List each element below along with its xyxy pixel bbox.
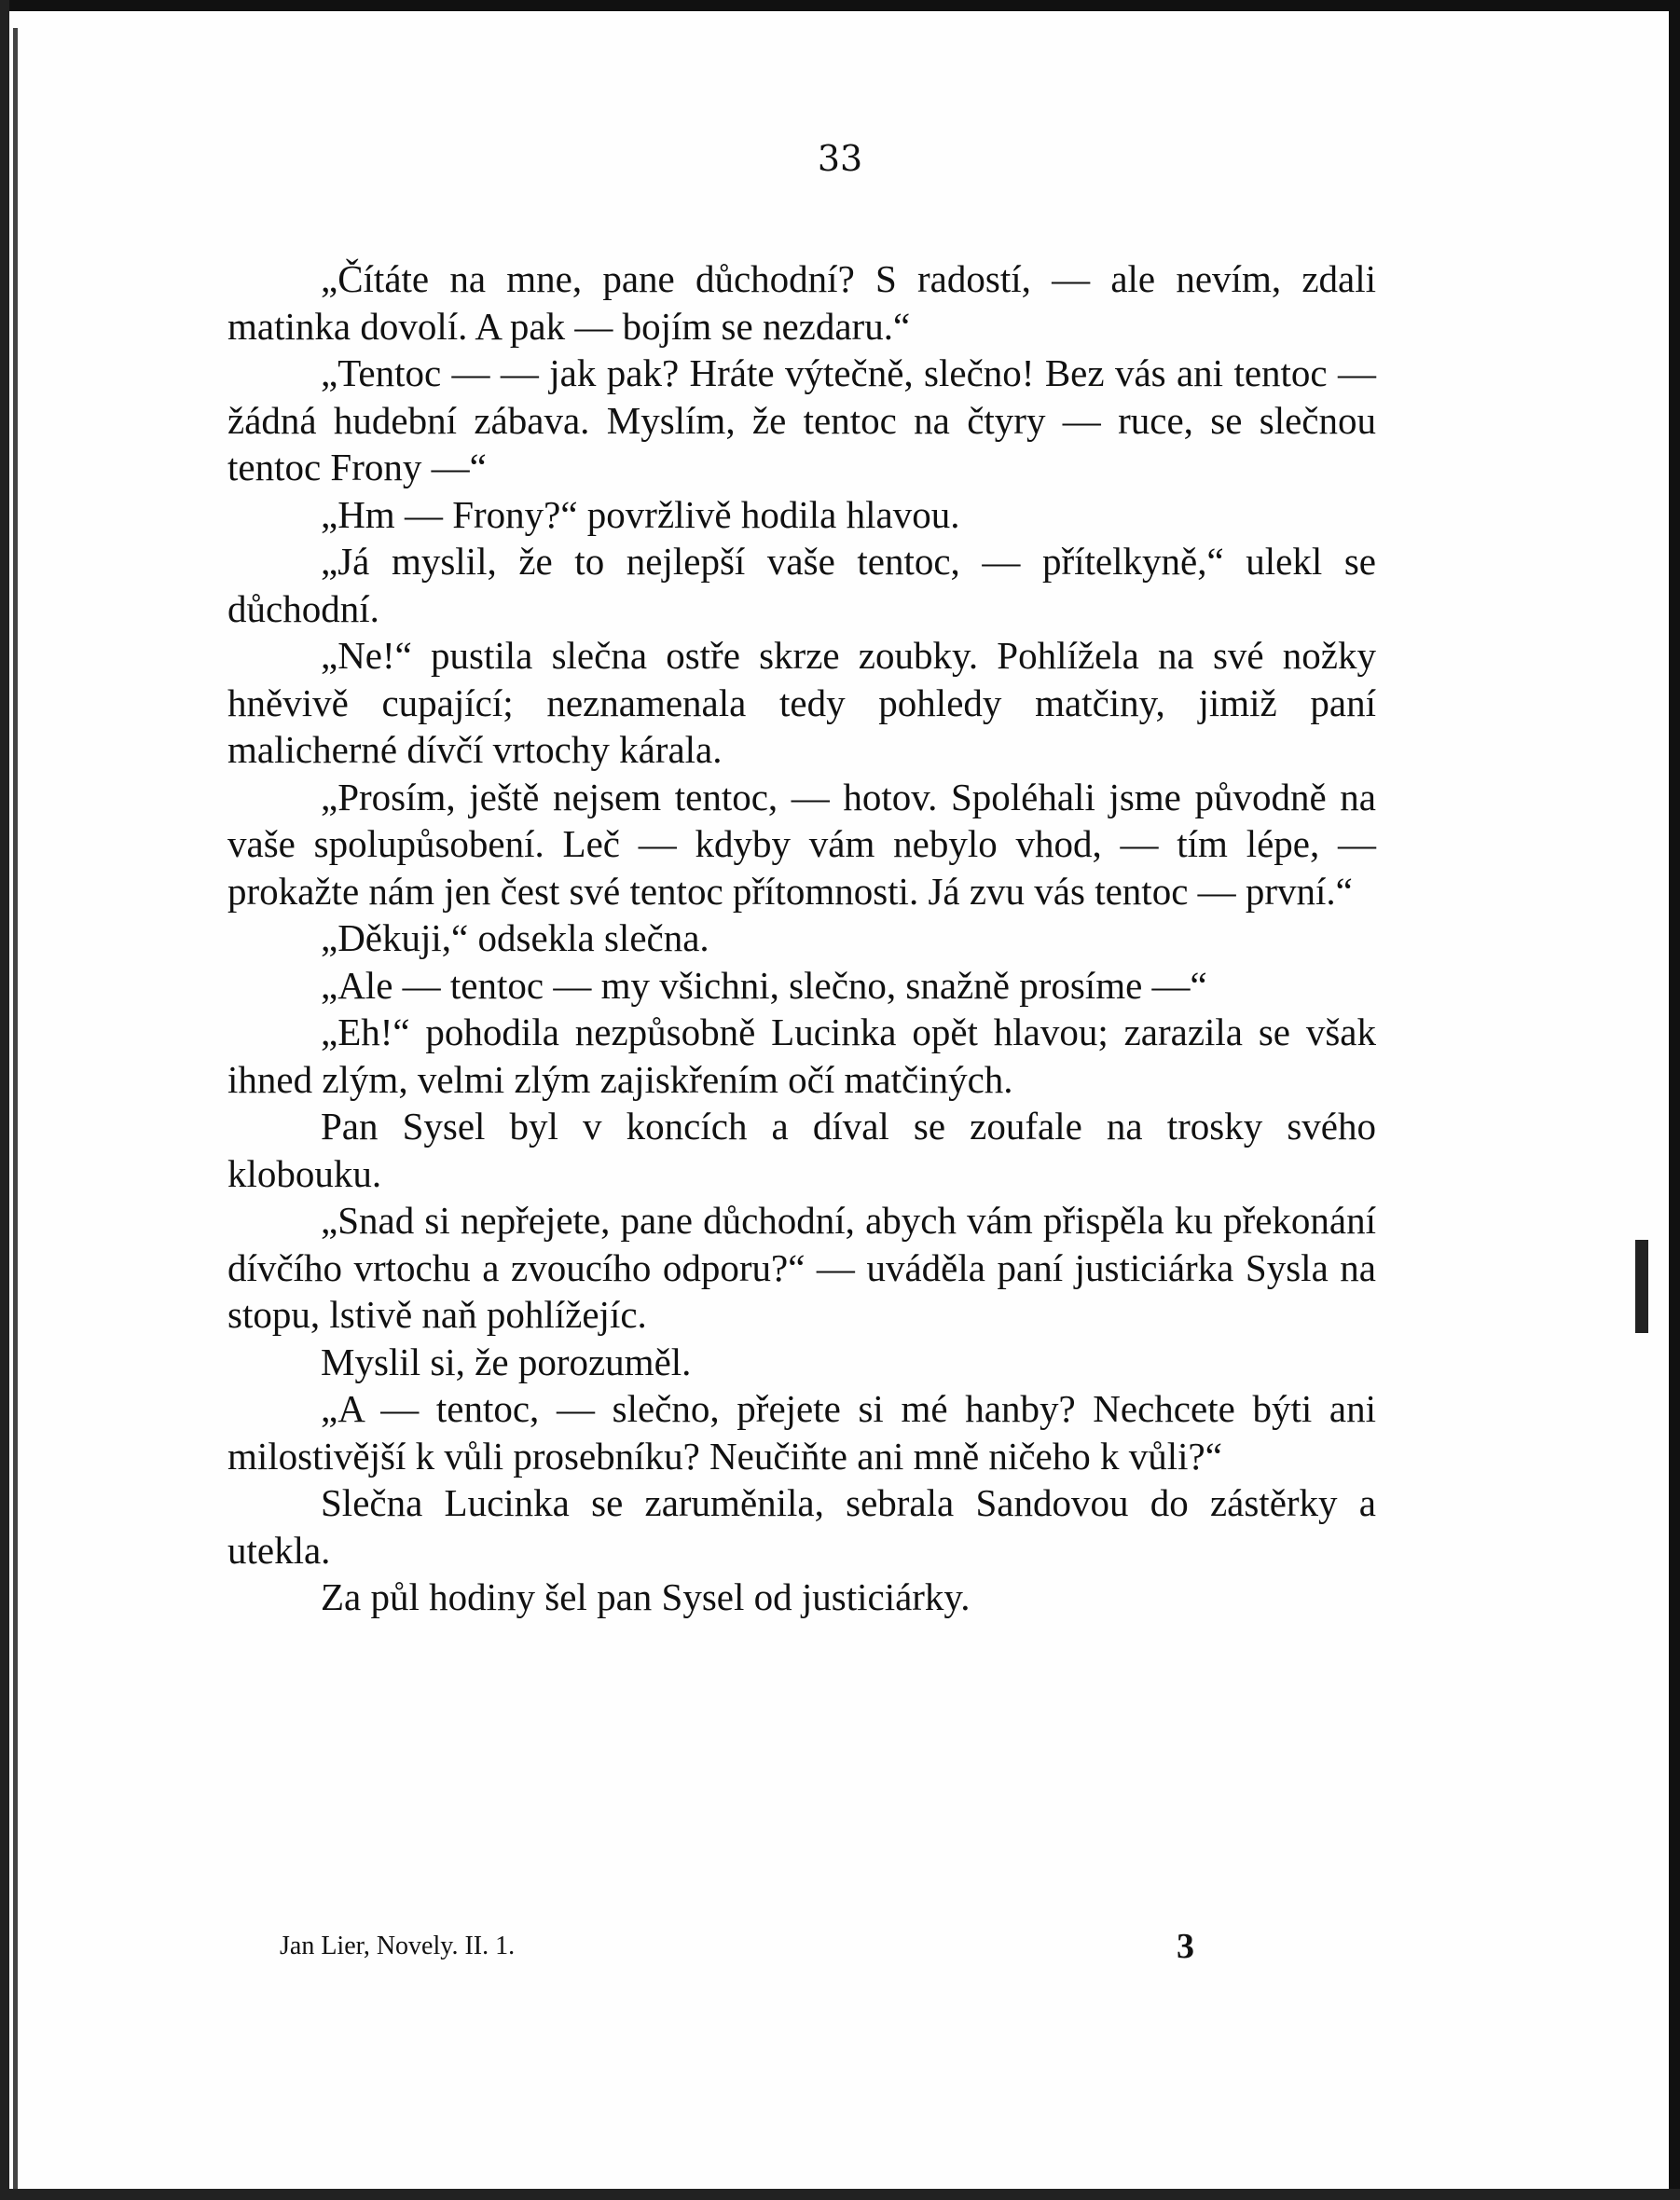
scan-border-left-inner — [13, 28, 18, 2191]
page-number: 33 — [817, 138, 863, 179]
body-text — [227, 255, 1376, 1621]
paragraph: „Čítáte na mne, pane důchodní? S radostí, — ale nevím, zdali matinka dovolí. A pak — bojím se nezdaru.“ — [227, 257, 1376, 348]
paragraph: „Hm — Frony?“ povržlivě hodila hlavou. — [321, 492, 960, 536]
printer-signature: Jan Lier, Novely. II. 1. — [280, 1932, 516, 1960]
scan-margin-mark — [1635, 1240, 1648, 1333]
paragraph: „Já myslil, že to nejlepší vaše tentoc, — přítelkyně,“ ulekl se důchodní. — [227, 540, 1376, 630]
scan-border-left — [0, 0, 9, 2200]
paragraph: „Snad si nepřejete, pane důchodní, abych vám přispěla ku překonání dívčího vrtochu a zvoucího odporu?“ — uváděla paní justiciárka Sysla na stopu, lstivě naň pohlížejíc. — [227, 1199, 1376, 1336]
paragraph: Pan Sysel byl v koncích a díval se zoufale na trosky svého klobouku. — [227, 1105, 1376, 1195]
paragraph: Slečna Lucinka se zaruměnila, sebrala Sandovou do zástěrky a utekla. — [227, 1481, 1376, 1572]
scan-border-right — [1669, 0, 1680, 2200]
sheet-number: 3 — [1177, 1927, 1194, 1966]
paragraph: „Ale — tentoc — my všichni, slečno, snažně prosíme —“ — [321, 963, 1207, 1007]
paragraph: „Eh!“ pohodila nezpůsobně Lucinka opět hlavou; zarazila se však ihned zlým, velmi zlým zajiskřením očí matčiných. — [227, 1011, 1376, 1101]
paragraph: Myslil si, že porozuměl. — [321, 1340, 692, 1383]
paragraph: „Prosím, ještě nejsem tentoc, — hotov. Spoléhali jsme původně na vaše spolupůsobení. Leč — kdyby vám nebylo vhod, — tím lépe, — prokažte nám jen čest své tentoc přítomnosti. Já zvu vás tentoc — první.“ — [227, 775, 1376, 913]
scan-border-bottom — [0, 2189, 1680, 2200]
paragraph: „Ne!“ pustila slečna ostře skrze zoubky. Pohlížela na své nožky hněvivě cupající; neznamenala tedy pohledy matčiny, jimiž paní malicherné dívčí vrtochy kárala. — [227, 634, 1376, 771]
scan-border-top — [0, 0, 1680, 11]
paragraph: Za půl hodiny šel pan Sysel od justiciárky. — [321, 1575, 971, 1618]
paragraph: „Děkuji,“ odsekla slečna. — [321, 916, 709, 959]
paragraph: „A — tentoc, — slečno, přejete si mé hanby? Nechcete býti ani milostivější k vůli prosebníku? Neučiňte ani mně ničeho k vůli?“ — [227, 1387, 1376, 1478]
paragraph: „Tentoc — — jak pak? Hráte výtečně, slečno! Bez vás ani tentoc — žádná hudební zábava. Myslím, že tentoc na čtyry — ruce, se slečnou tentoc Frony —“ — [227, 351, 1376, 488]
